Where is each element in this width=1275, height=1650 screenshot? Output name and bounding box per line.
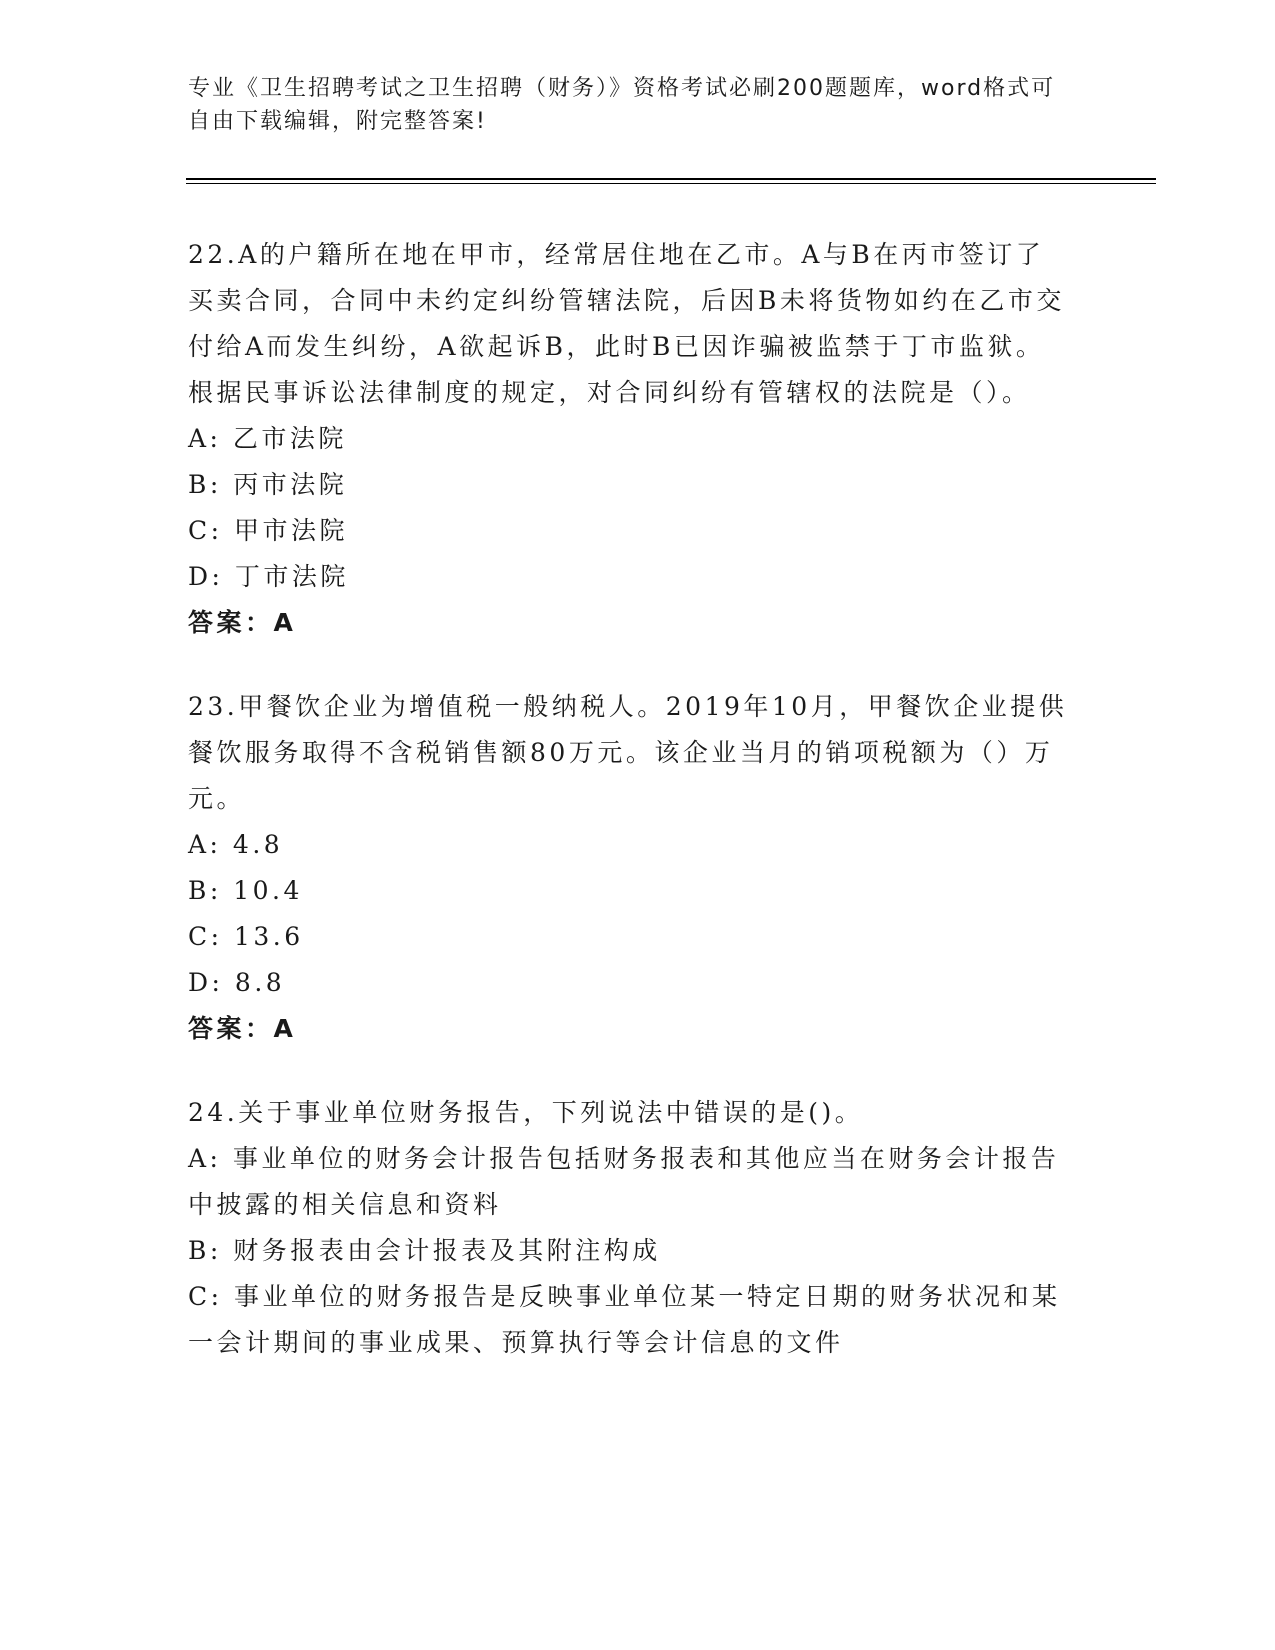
question-stem: 23.甲餐饮企业为增值税一般纳税人。2019年10月，甲餐饮企业提供餐饮服务取得不含税销售额80万元。该企业当月的销项税额为（）万元。 [188, 692, 1068, 813]
question-stem: 22.A的户籍所在地在甲市，经常居住地在乙市。A与B在丙市签订了买卖合同，合同中未约定纠纷管辖法院，后因B未将货物如约在乙市交付给A而发生纠纷，A欲起诉B，此时B已因诈骗被监禁于丁市监狱。根据民事诉讼法律制度的规定，对合同纠纷有管辖权的法院是（）。 [188, 240, 1065, 407]
header-rule-thick [186, 178, 1156, 180]
option-d: D: 丁市法院 [188, 562, 349, 591]
question-23 [188, 684, 1068, 1052]
option-a: A: 乙市法院 [188, 424, 347, 453]
option-c: C: 13.6 [188, 922, 304, 951]
question-list [188, 232, 1068, 1404]
option-d: D: 8.8 [188, 968, 286, 997]
option-a: A: 事业单位的财务会计报告包括财务报表和其他应当在财务会计报告中披露的相关信息和资料 [188, 1144, 1060, 1219]
option-b: B: 10.4 [188, 876, 303, 905]
document-header: 专业《卫生招聘考试之卫生招聘（财务）》资格考试必刷200题题库，word格式可自由下载编辑，附完整答案! [188, 76, 1056, 134]
option-c: C: 事业单位的财务报告是反映事业单位某一特定日期的财务状况和某一会计期间的事业成果、预算执行等会计信息的文件 [188, 1282, 1061, 1357]
answer-line: 答案：A [188, 608, 297, 637]
option-c: C: 甲市法院 [188, 516, 348, 545]
option-b: B: 丙市法院 [188, 470, 348, 499]
question-stem: 24.关于事业单位财务报告，下列说法中错误的是()。 [188, 1098, 864, 1127]
question-22 [188, 232, 1068, 646]
header-rule-thin [186, 183, 1156, 184]
option-b: B: 财务报表由会计报表及其附注构成 [188, 1236, 661, 1265]
question-24 [188, 1090, 1068, 1366]
option-a: A: 4.8 [188, 830, 284, 859]
answer-line: 答案：A [188, 1014, 297, 1043]
